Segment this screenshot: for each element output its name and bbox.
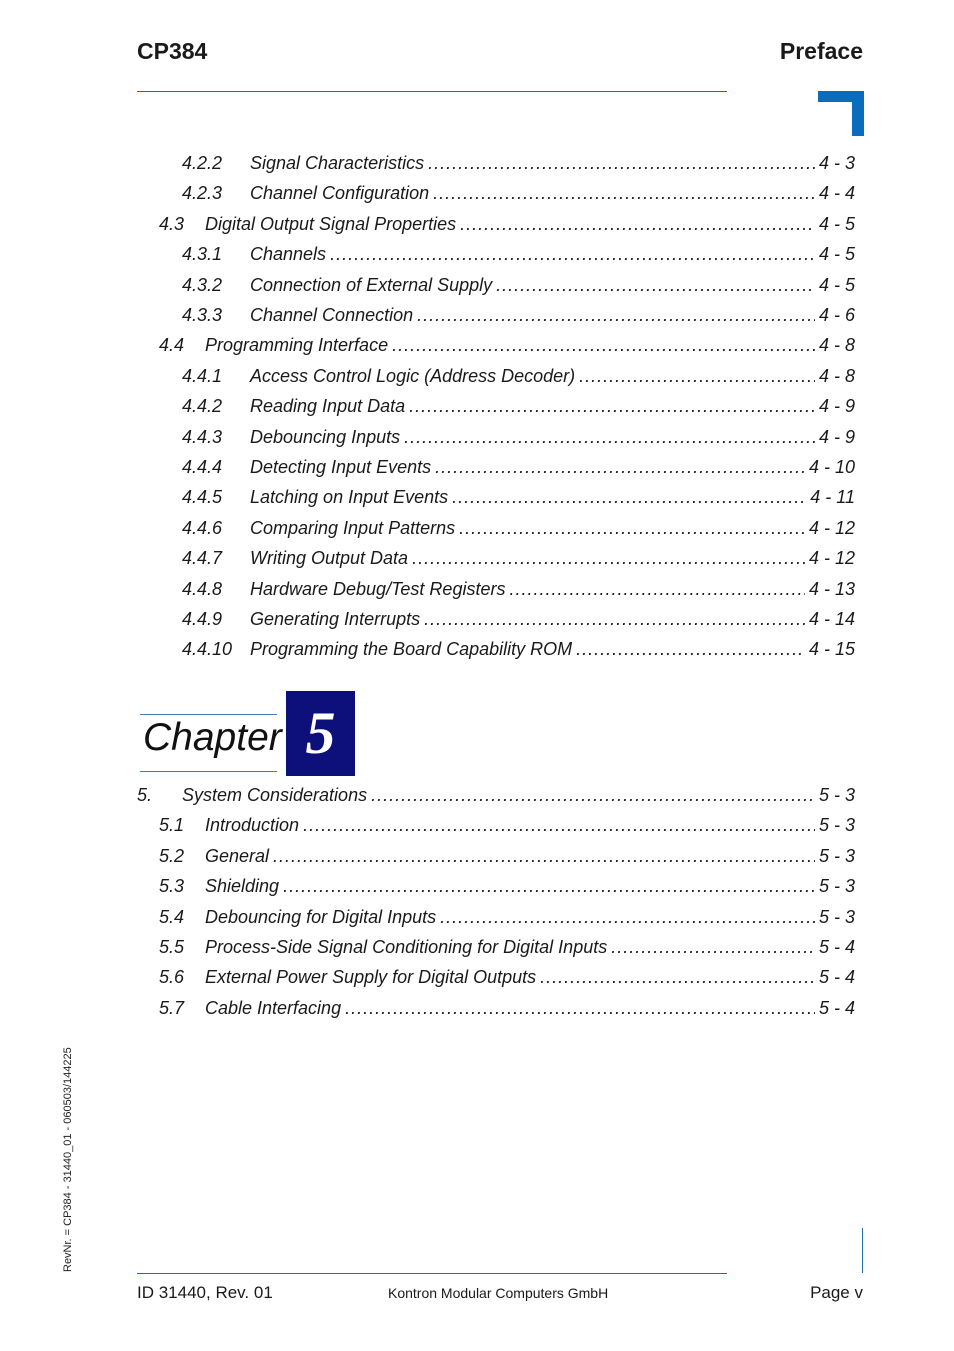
toc-entry-page: 4 - 4 xyxy=(818,183,855,204)
toc-entry[interactable] xyxy=(159,846,855,870)
toc-entry[interactable] xyxy=(159,907,855,931)
toc-entry[interactable] xyxy=(137,785,855,809)
toc-entry[interactable] xyxy=(159,876,855,900)
toc-entry[interactable] xyxy=(182,183,855,207)
toc-leader-dots xyxy=(435,457,805,478)
toc-entry-title: Debouncing for Digital Inputs xyxy=(205,906,437,927)
toc-entry[interactable] xyxy=(182,457,855,481)
toc-entry-number: 4.4.6 xyxy=(182,517,223,538)
toc-entry-number: 5.2 xyxy=(159,845,185,866)
toc-entry-page: 5 - 4 xyxy=(818,967,855,988)
toc-entry-page: 4 - 10 xyxy=(808,457,855,477)
toc-entry-number: 5.3 xyxy=(159,876,185,897)
toc-leader-dots xyxy=(460,214,815,235)
toc-entry-number: 5. xyxy=(137,785,153,805)
toc-entry-number: 4.3.1 xyxy=(182,244,223,265)
toc-entry-number: 4.4.10 xyxy=(182,639,233,660)
toc-entry-number: 4.4.2 xyxy=(182,396,223,417)
toc-leader-dots xyxy=(412,548,805,569)
chapter-number: 5 xyxy=(286,691,355,776)
toc-leader-dots xyxy=(428,153,815,174)
toc-entry-page: 4 - 13 xyxy=(808,578,855,599)
toc-entry-page: 4 - 9 xyxy=(818,396,855,417)
toc-entry-number: 4.4.5 xyxy=(182,487,223,508)
toc-entry-title: Channel Configuration xyxy=(250,183,430,204)
toc-entry[interactable] xyxy=(182,609,855,633)
toc-entry-title: Reading Input Data xyxy=(250,396,406,417)
toc-entry[interactable] xyxy=(182,275,855,299)
toc-entry[interactable] xyxy=(159,335,855,359)
toc-leader-dots xyxy=(540,967,815,988)
toc-entry-page: 4 - 6 xyxy=(818,305,855,325)
footer-company: Kontron Modular Computers GmbH xyxy=(388,1285,609,1301)
toc-entry[interactable] xyxy=(182,487,855,511)
toc-entry-title: Connection of External Supply xyxy=(250,274,493,295)
chapter-line-top xyxy=(140,714,277,715)
toc-leader-dots xyxy=(576,639,805,660)
toc-entry-number: 4.4 xyxy=(159,335,185,356)
toc-entry-number: 5.4 xyxy=(159,906,185,927)
toc-entry-page: 4 - 15 xyxy=(808,639,855,660)
toc-entry-number: 4.4.3 xyxy=(182,426,223,447)
toc-entry-number: 4.4.8 xyxy=(182,578,223,599)
toc-leader-dots xyxy=(330,244,815,265)
toc-entry-number: 5.7 xyxy=(159,997,185,1018)
toc-leader-dots xyxy=(404,427,815,448)
toc-entry-title: Debouncing Inputs xyxy=(250,426,401,447)
toc-leader-dots xyxy=(433,183,815,204)
toc-leader-dots xyxy=(611,937,815,958)
toc-entry[interactable] xyxy=(182,427,855,451)
toc-entry[interactable] xyxy=(182,396,855,420)
toc-entry[interactable] xyxy=(182,639,855,663)
toc-entry-number: 4.4.1 xyxy=(182,365,223,386)
toc-entry-page: 5 - 4 xyxy=(818,937,855,957)
footer-page: Page v xyxy=(810,1283,863,1302)
toc-entry-number: 5.1 xyxy=(159,815,185,836)
toc-entry-page: 4 - 11 xyxy=(810,487,855,508)
revision-side-text: RevNr. = CP384 - 31440_01 - 060503/144225 xyxy=(62,1047,74,1272)
toc-entry[interactable] xyxy=(182,579,855,603)
toc-entry-page: 4 - 14 xyxy=(808,609,855,629)
toc-entry-page: 5 - 3 xyxy=(818,906,855,927)
toc-entry-title: Generating Interrupts xyxy=(250,609,421,629)
toc-leader-dots xyxy=(440,907,815,928)
toc-entry-number: 4.3 xyxy=(159,213,185,234)
toc-entry[interactable] xyxy=(159,815,855,839)
toc-entry-number: 5.6 xyxy=(159,967,185,988)
toc-entry-page: 4 - 12 xyxy=(808,548,855,569)
toc-entry-page: 4 - 12 xyxy=(808,517,855,538)
toc-leader-dots xyxy=(392,335,815,356)
toc-entry-page: 5 - 3 xyxy=(818,845,855,866)
toc-entry-number: 5.5 xyxy=(159,937,185,957)
toc-entry[interactable] xyxy=(159,214,855,238)
toc-entry[interactable] xyxy=(159,998,855,1022)
toc-entry[interactable] xyxy=(159,967,855,991)
corner-mark-icon xyxy=(818,91,864,136)
toc-entry-title: Latching on Input Events xyxy=(250,487,449,508)
toc-entry-title: External Power Supply for Digital Outputs xyxy=(205,967,537,988)
toc-entry[interactable] xyxy=(182,305,855,329)
header-product: CP384 xyxy=(137,38,208,64)
toc-entry-title: General xyxy=(205,845,270,866)
toc-leader-dots xyxy=(303,815,815,836)
toc-leader-dots xyxy=(424,609,805,630)
chapter-heading xyxy=(140,690,360,780)
toc-entry-number: 4.4.4 xyxy=(182,457,223,477)
toc-entry-title: Access Control Logic (Address Decoder) xyxy=(250,365,576,386)
footer-vertical-line xyxy=(862,1228,863,1273)
toc-entry-page: 5 - 3 xyxy=(818,876,855,897)
toc-leader-dots xyxy=(459,518,805,539)
toc-entry-number: 4.3.2 xyxy=(182,274,223,295)
toc-entry-title: Signal Characteristics xyxy=(250,153,425,173)
toc-entry-page: 5 - 3 xyxy=(818,785,855,805)
toc-entry-number: 4.2.3 xyxy=(182,183,223,204)
toc-entry-title: Process-Side Signal Conditioning for Digital Inputs xyxy=(205,937,608,957)
toc-entry-page: 4 - 3 xyxy=(818,153,855,173)
toc-leader-dots xyxy=(283,876,815,897)
toc-entry[interactable] xyxy=(182,548,855,572)
toc-entry-title: Shielding xyxy=(205,876,280,897)
toc-leader-dots xyxy=(509,579,805,600)
toc-entry[interactable] xyxy=(182,518,855,542)
toc-leader-dots xyxy=(496,275,815,296)
footer-rule xyxy=(137,1273,727,1274)
toc-entry-number: 4.3.3 xyxy=(182,305,223,325)
toc-entry-title: Cable Interfacing xyxy=(205,997,342,1018)
toc-entry-page: 4 - 8 xyxy=(818,365,855,386)
toc-entry-page: 4 - 5 xyxy=(818,274,855,295)
toc-entry-page: 4 - 8 xyxy=(818,335,855,356)
toc-entry-page: 4 - 5 xyxy=(818,213,855,234)
toc-entry-title: Channel Connection xyxy=(250,305,414,325)
toc-entry[interactable] xyxy=(182,244,855,268)
toc-leader-dots xyxy=(273,846,815,867)
toc-entry-number: 4.2.2 xyxy=(182,153,223,173)
toc-entry-title: System Considerations xyxy=(182,785,368,805)
header-section: Preface xyxy=(779,38,863,64)
chapter-line-bottom xyxy=(140,771,277,772)
toc-entry-title: Digital Output Signal Properties xyxy=(205,213,457,234)
toc-entry-number: 4.4.9 xyxy=(182,609,223,629)
footer-doc-id: ID 31440, Rev. 01 xyxy=(137,1283,273,1302)
toc-entry-page: 4 - 5 xyxy=(818,244,855,265)
toc-entry-title: Channels xyxy=(250,244,327,265)
toc-entry-title: Programming Interface xyxy=(205,335,389,356)
toc-entry[interactable] xyxy=(159,937,855,961)
chapter-word: Chapter xyxy=(143,716,282,759)
toc-leader-dots xyxy=(409,396,815,417)
toc-leader-dots xyxy=(417,305,815,326)
toc-entry-title: Comparing Input Patterns xyxy=(250,517,456,538)
toc-entry-title: Writing Output Data xyxy=(250,548,409,569)
toc-leader-dots xyxy=(371,785,815,806)
toc-entry-title: Introduction xyxy=(205,815,300,836)
toc-entry-number: 4.4.7 xyxy=(182,548,223,569)
toc-leader-dots xyxy=(579,366,815,387)
toc-entry[interactable] xyxy=(182,153,855,177)
header-rule xyxy=(137,91,727,92)
toc-entry[interactable] xyxy=(182,366,855,390)
toc-entry-title: Detecting Input Events xyxy=(250,457,432,477)
toc-entry-title: Programming the Board Capability ROM xyxy=(250,639,573,660)
toc-leader-dots xyxy=(345,998,815,1019)
toc-entry-page: 5 - 4 xyxy=(818,997,855,1018)
toc-entry-title: Hardware Debug/Test Registers xyxy=(250,578,506,599)
toc-leader-dots xyxy=(452,487,806,508)
toc-entry-page: 5 - 3 xyxy=(818,815,855,836)
toc-entry-page: 4 - 9 xyxy=(818,426,855,447)
